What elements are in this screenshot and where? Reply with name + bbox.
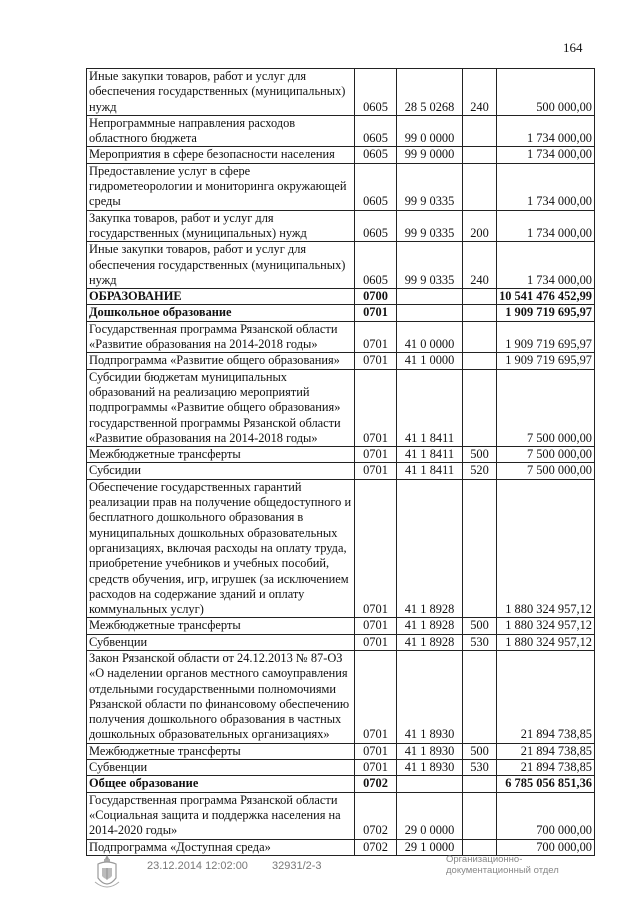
document-footer [0,852,640,896]
cell-name: Дошкольное образование [87,305,355,321]
table-row [87,115,595,147]
table-row [87,634,595,650]
cell-csr: 41 1 8930 [397,760,463,776]
cell-section: 0702 [355,776,397,792]
cell-name: Субвенции [87,634,355,650]
cell-csr: 41 1 8928 [397,479,463,618]
cell-sum: 1 880 324 957,12 [497,634,595,650]
cell-vr [463,792,497,839]
cell-csr: 99 9 0335 [397,163,463,210]
cell-name: Мероприятия в сфере безопасности населения [87,147,355,163]
cell-vr [463,321,497,353]
cell-section: 0702 [355,792,397,839]
organization-line-2: документационный отдел [446,865,559,876]
cell-section: 0701 [355,463,397,479]
budget-table-body [87,69,595,856]
cell-sum: 1 909 719 695,97 [497,321,595,353]
cell-csr [397,289,463,305]
cell-sum: 1 734 000,00 [497,210,595,242]
table-row [87,447,595,463]
cell-name: Обеспечение государственных гарантий реализации прав на получение общедоступного и бесплатного дошкольного образования в муниципальных дошкольных образовательных организациях, включая расходы на оплату труда, приобретение учебников и учебных пособий, средств обучения, игр, игрушек (за исключением расходов на содержание зданий и оплату коммунальных услуг) [87,479,355,618]
cell-name: Подпрограмма «Доступная среда» [87,839,355,855]
cell-csr: 99 9 0000 [397,147,463,163]
cell-name: Межбюджетные трансферты [87,618,355,634]
cell-sum: 1 734 000,00 [497,115,595,147]
cell-section: 0701 [355,743,397,759]
table-row [87,369,595,446]
cell-section: 0701 [355,353,397,369]
cell-vr: 200 [463,210,497,242]
cell-csr: 41 1 8930 [397,650,463,743]
table-row [87,210,595,242]
cell-sum: 700 000,00 [497,792,595,839]
cell-section: 0701 [355,634,397,650]
cell-sum: 1 734 000,00 [497,163,595,210]
cell-name: Подпрограмма «Развитие общего образования» [87,353,355,369]
cell-section: 0701 [355,447,397,463]
cell-section: 0605 [355,210,397,242]
cell-sum: 7 500 000,00 [497,447,595,463]
table-row [87,792,595,839]
cell-csr: 99 9 0335 [397,242,463,289]
cell-vr: 500 [463,743,497,759]
cell-name: Непрограммные направления расходов областного бюджета [87,115,355,147]
cell-csr: 41 1 8928 [397,634,463,650]
cell-csr: 99 0 0000 [397,115,463,147]
cell-sum: 500 000,00 [497,69,595,116]
cell-sum: 21 894 738,85 [497,743,595,759]
cell-vr: 500 [463,447,497,463]
cell-name: Государственная программа Рязанской области «Социальная защита и поддержка населения на 2014-2020 годы» [87,792,355,839]
cell-vr: 240 [463,69,497,116]
page-number: 164 [563,40,583,55]
cell-csr: 29 0 0000 [397,792,463,839]
cell-csr: 41 1 8930 [397,743,463,759]
cell-name: Межбюджетные трансферты [87,447,355,463]
budget-table [86,68,595,856]
cell-vr [463,147,497,163]
cell-sum: 1 909 719 695,97 [497,305,595,321]
cell-section: 0701 [355,760,397,776]
cell-name: Субвенции [87,760,355,776]
cell-vr [463,289,497,305]
cell-name: Закон Рязанской области от 24.12.2013 № 87-ОЗ «О наделении органов местного самоуправления отдельными государственными полномочиями Рязанской области по финансовому обеспечению получения дошкольного образования в частных дошкольных образовательных организациях» [87,650,355,743]
cell-vr: 500 [463,618,497,634]
cell-vr: 520 [463,463,497,479]
table-row [87,463,595,479]
cell-name: Иные закупки товаров, работ и услуг для обеспечения государственных (муниципальных) нужд [87,242,355,289]
table-row [87,321,595,353]
table-row [87,147,595,163]
cell-name: ОБРАЗОВАНИЕ [87,289,355,305]
cell-vr [463,369,497,446]
cell-csr: 29 1 0000 [397,839,463,855]
organization-stamp [446,854,559,876]
cell-csr: 41 1 0000 [397,353,463,369]
organization-line-1: Организационно- [446,854,523,865]
table-row [87,618,595,634]
cell-name: Субсидии [87,463,355,479]
cell-vr [463,650,497,743]
cell-name: Общее образование [87,776,355,792]
cell-name: Предоставление услуг в сфере гидрометеорологии и мониторинга окружающей среды [87,163,355,210]
cell-section: 0605 [355,69,397,116]
cell-section: 0701 [355,321,397,353]
cell-section: 0605 [355,115,397,147]
cell-name: Межбюджетные трансферты [87,743,355,759]
cell-vr [463,479,497,618]
cell-section: 0700 [355,289,397,305]
cell-vr: 530 [463,760,497,776]
table-row [87,289,595,305]
cell-vr: 240 [463,242,497,289]
table-row [87,760,595,776]
cell-section: 0701 [355,479,397,618]
cell-csr: 41 1 8411 [397,447,463,463]
cell-name: Субсидии бюджетам муниципальных образований на реализацию мероприятий подпрограммы «Развитие общего образования» государственной программы Рязанской области «Развитие образования на 2014-2018 годы» [87,369,355,446]
cell-section: 0605 [355,163,397,210]
signature-date: 23.12.2014 12:02:00 [147,860,248,872]
cell-csr: 41 1 8928 [397,618,463,634]
cell-vr: 530 [463,634,497,650]
cell-csr [397,305,463,321]
cell-section: 0701 [355,369,397,446]
cell-csr [397,776,463,792]
cell-vr [463,163,497,210]
cell-vr [463,353,497,369]
cell-sum: 1 734 000,00 [497,147,595,163]
cell-sum: 1 880 324 957,12 [497,479,595,618]
cell-csr: 41 1 8411 [397,369,463,446]
cell-name: Закупка товаров, работ и услуг для государственных (муниципальных) нужд [87,210,355,242]
cell-vr [463,305,497,321]
cell-section: 0701 [355,650,397,743]
cell-vr [463,115,497,147]
cell-sum: 1 880 324 957,12 [497,618,595,634]
document-number: 32931/2-3 [272,860,322,872]
table-row [87,743,595,759]
cell-csr: 28 5 0268 [397,69,463,116]
table-row [87,479,595,618]
cell-name: Иные закупки товаров, работ и услуг для обеспечения государственных (муниципальных) нужд [87,69,355,116]
table-row [87,776,595,792]
cell-sum: 700 000,00 [497,839,595,855]
coat-of-arms-icon [92,852,122,892]
cell-section: 0605 [355,242,397,289]
cell-section: 0605 [355,147,397,163]
cell-sum: 7 500 000,00 [497,369,595,446]
cell-sum: 1 734 000,00 [497,242,595,289]
cell-sum: 6 785 056 851,36 [497,776,595,792]
cell-section: 0701 [355,618,397,634]
cell-sum: 21 894 738,85 [497,760,595,776]
cell-section: 0701 [355,305,397,321]
cell-sum: 21 894 738,85 [497,650,595,743]
table-row [87,650,595,743]
table-row [87,242,595,289]
cell-sum: 1 909 719 695,97 [497,353,595,369]
table-row [87,163,595,210]
cell-section: 0702 [355,839,397,855]
cell-sum: 10 541 476 452,99 [497,289,595,305]
cell-sum: 7 500 000,00 [497,463,595,479]
cell-csr: 99 9 0335 [397,210,463,242]
cell-csr: 41 1 8411 [397,463,463,479]
table-row [87,69,595,116]
table-row [87,353,595,369]
cell-vr [463,776,497,792]
cell-name: Государственная программа Рязанской области «Развитие образования на 2014-2018 годы» [87,321,355,353]
table-row [87,305,595,321]
cell-csr: 41 0 0000 [397,321,463,353]
